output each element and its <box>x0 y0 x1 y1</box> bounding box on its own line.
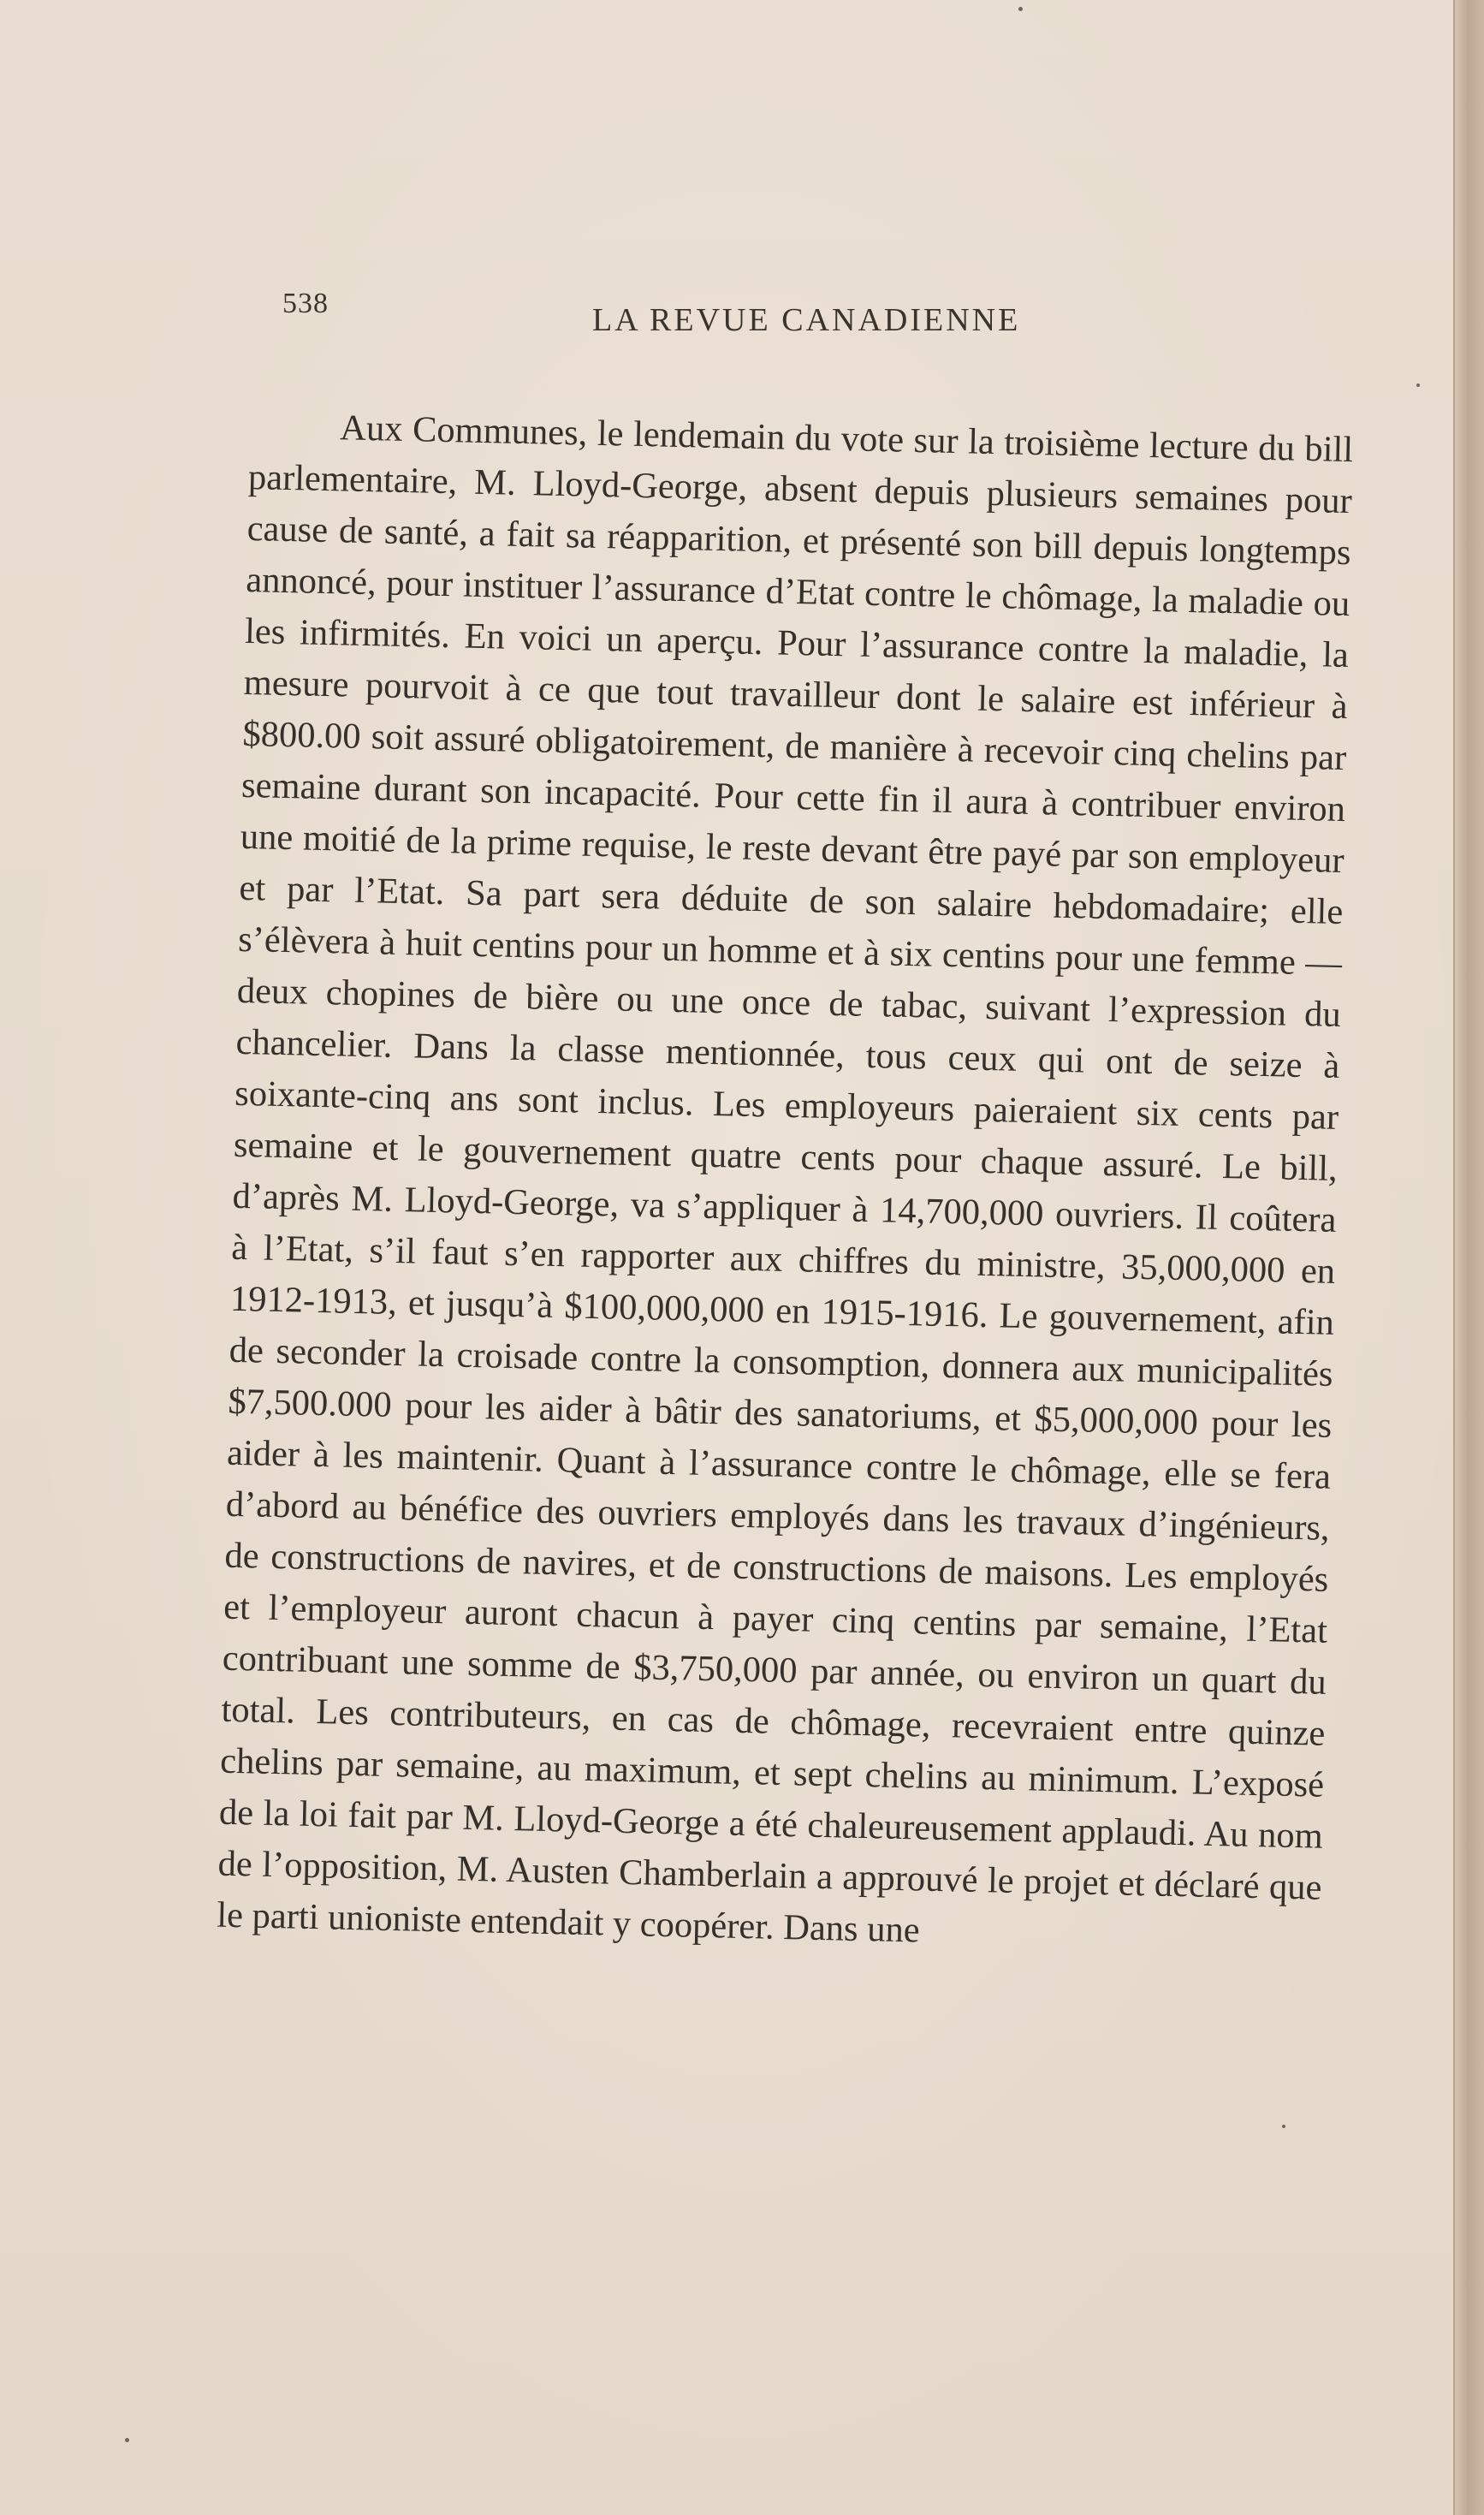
running-title: LA REVUE CANADIENNE <box>592 302 1021 338</box>
paper-speck <box>1282 2125 1285 2128</box>
article-paragraph: Aux Communes, le lendemain du vote sur la troisième lecture du bill parlementaire, M. Lloyd-George, absent depuis plusieurs semaines pour cause de santé, a fait sa réapparition, et présenté son bill depuis longtemps annoncé, pour instituer l’assurance d’Etat contre le chômage, la maladie ou les infirmités. En voici un aperçu. Pour l’assurance contre la maladie, la mesure pourvoit à ce que tout travailleur dont le salaire est inférieur à $800.00 soit assuré obligatoirement, de manière à recevoir cinq chelins par semaine durant son incapacité. Pour cette fin il aura à contribuer environ une moitié de la prime requise, le reste devant être payé par son employeur et par l’Etat. Sa part sera déduite de son salaire hebdomadaire; elle s’élèvera à huit centins pour un homme et à six centins pour une femme — deux chopines de bière ou une once de tabac, suivant l’expression du chancelier. Dans la classe mentionnée, tous ceux qui ont de seize à soixante-cinq ans sont inclus. Les employeurs paieraient six cents par semaine et le gouvernement quatre cents pour chaque assuré. Le bill, d’après M. Lloyd-George, va s’appliquer à 14,700,000 ouvriers. Il coûtera à l’Etat, s’il faut s’en rapporter aux chiffres du ministre, 35,000,000 en 1912-1913, et jusqu’à $100,000,000 en 1915-1916. Le gouvernement, afin de seconder la croisade contre la consomption, donnera aux municipalités $7,500.000 pour les aider à bâtir des sanatoriums, et $5,000,000 pour les aider à les maintenir. Quant à l’assurance contre le chômage, elle se fera d’abord au bénéfice des ouvriers employés dans les travaux d’ingénieurs, de constructions de navires, et de constructions de maisons. Les employés et l’employeur auront chacun à payer cinq centins par semaine, l’Etat contribuant une somme de $3,750,000 par année, ou environ un quart du total. Les contributeurs, en cas de chômage, recevraient entre quinze chelins par semaine, au maximum, et sept chelins au minimum. L’exposé de la loi fait par M. Lloyd-George a été chaleureusement applaudi. Au nom de l’opposition, M. Austen Chamberlain a approuvé le projet et déclaré que le parti unioniste entendait y coopérer. Dans une <box>216 407 1354 1951</box>
binding-gutter <box>1455 0 1484 2515</box>
paper-speck <box>1416 383 1420 387</box>
paper-speck <box>125 2438 129 2442</box>
paper-speck <box>1018 7 1023 11</box>
page-number: 538 <box>282 288 329 319</box>
